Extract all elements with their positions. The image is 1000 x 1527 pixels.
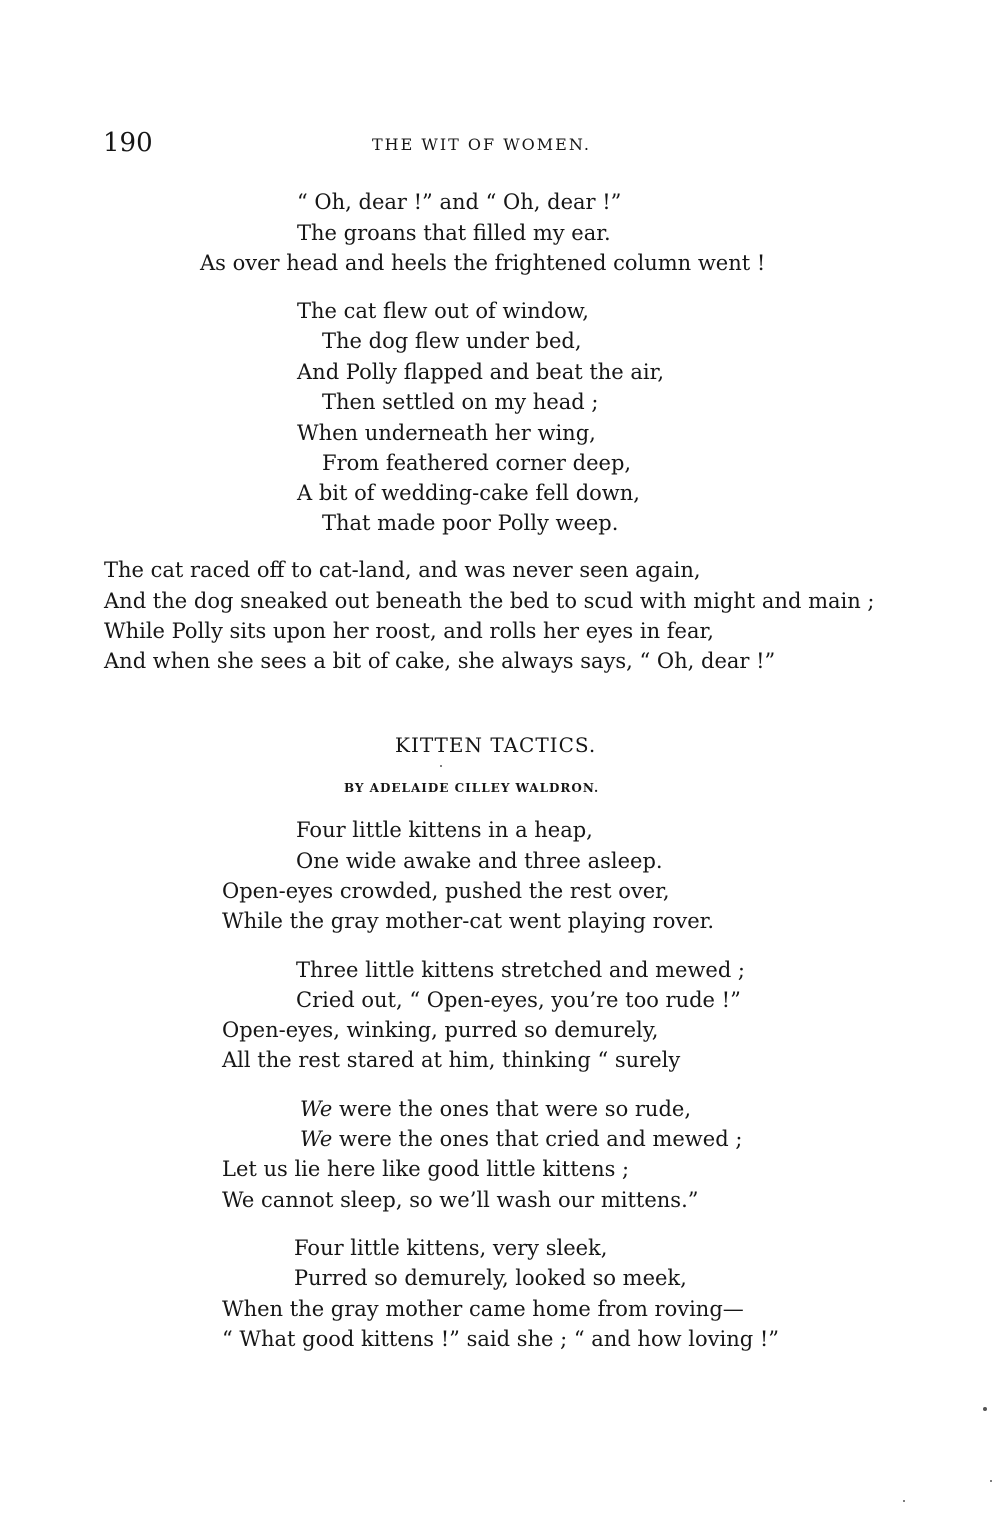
- poem2-line: When the gray mother came home from roving—: [222, 1297, 744, 1321]
- poem1-line: The cat raced off to cat-land, and was never seen again,: [104, 558, 701, 582]
- poem2-line: “ What good kittens !” said she ; “ and how loving !”: [222, 1327, 780, 1351]
- poem2-line: [300, 1094, 691, 1124]
- poem2-line: Four little kittens, very sleek,: [294, 1236, 608, 1260]
- poem1-line: While Polly sits upon her roost, and rolls her eyes in fear,: [104, 619, 714, 643]
- poem2-line: Open-eyes crowded, pushed the rest over,: [222, 879, 670, 903]
- scan-speck: [983, 1407, 987, 1411]
- poem1-line: That made poor Polly weep.: [322, 511, 619, 535]
- poem2-line: [300, 1124, 742, 1154]
- poem2-line: Let us lie here like good little kittens ;: [222, 1157, 630, 1181]
- poem1-line: When underneath her wing,: [297, 421, 596, 445]
- poem2-line: Cried out, “ Open-eyes, you’re too rude !”: [296, 988, 741, 1012]
- poem2-line: Four little kittens in a heap,: [296, 818, 593, 842]
- running-title: THE WIT OF WOMEN.: [372, 135, 591, 154]
- poem1-line: “ Oh, dear !” and “ Oh, dear !”: [297, 190, 622, 214]
- poem2-line: One wide awake and three asleep.: [296, 849, 663, 873]
- poem-title: KITTEN TACTICS.: [395, 733, 597, 757]
- poem-byline: BY ADELAIDE CILLEY WALDRON.: [344, 781, 600, 795]
- poem2-line: Three little kittens stretched and mewed ;: [296, 958, 746, 982]
- scan-speck: [903, 1500, 905, 1502]
- poem1-line: As over head and heels the frightened column went !: [200, 251, 766, 275]
- line-text: were the ones that cried and mewed ;: [332, 1127, 743, 1151]
- poem2-line: While the gray mother-cat went playing rover.: [222, 909, 715, 933]
- poem2-line: All the rest stared at him, thinking “ surely: [222, 1048, 681, 1072]
- scan-speck: [990, 1480, 992, 1482]
- poem1-line: From feathered corner deep,: [322, 451, 632, 475]
- emphasis-word: We: [300, 1097, 333, 1121]
- page-number: 190: [103, 128, 153, 158]
- poem1-line: Then settled on my head ;: [322, 390, 599, 414]
- poem2-line: Open-eyes, winking, purred so demurely,: [222, 1018, 659, 1042]
- line-text: were the ones that were so rude,: [332, 1097, 691, 1121]
- poem1-line: The dog flew under bed,: [322, 329, 582, 353]
- emphasis-word: We: [300, 1127, 333, 1151]
- scan-speck: [440, 765, 442, 767]
- poem1-line: A bit of wedding-cake fell down,: [297, 481, 640, 505]
- poem2-line: We cannot sleep, so we’ll wash our mittens.”: [222, 1188, 699, 1212]
- poem1-line: The cat flew out of window,: [297, 299, 589, 323]
- poem1-line: And Polly flapped and beat the air,: [297, 360, 665, 384]
- poem1-line: And when she sees a bit of cake, she always says, “ Oh, dear !”: [104, 649, 776, 673]
- poem2-line: Purred so demurely, looked so meek,: [294, 1266, 687, 1290]
- poem1-line: The groans that filled my ear.: [297, 221, 611, 245]
- poem1-line: And the dog sneaked out beneath the bed to scud with might and main ;: [104, 589, 875, 613]
